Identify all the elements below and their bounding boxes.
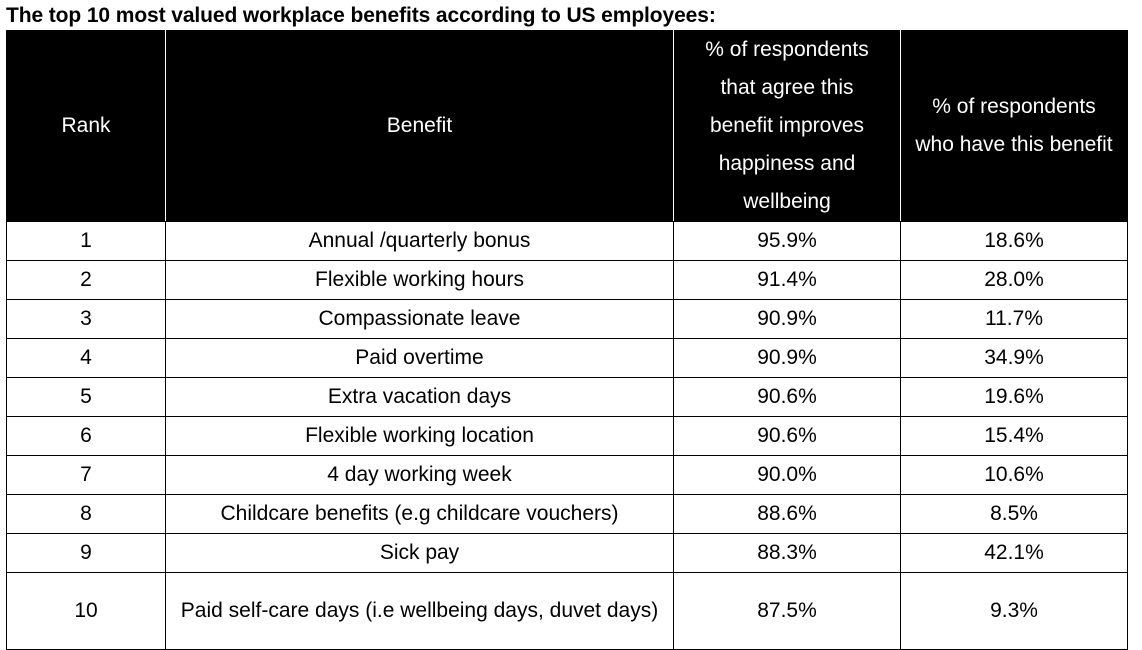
agree-percent-cell: 91.4%	[674, 261, 901, 300]
agree-percent-cell: 87.5%	[674, 573, 901, 650]
rank-cell: 7	[7, 456, 166, 495]
agree-percent-cell: 90.9%	[674, 339, 901, 378]
have-percent-cell: 19.6%	[901, 378, 1128, 417]
have-percent-cell: 9.3%	[901, 573, 1128, 650]
rank-cell: 1	[7, 222, 166, 261]
column-header-rank: Rank	[7, 31, 166, 222]
agree-percent-cell: 90.6%	[674, 417, 901, 456]
have-percent-cell: 42.1%	[901, 534, 1128, 573]
table-row	[7, 417, 1128, 456]
benefit-cell: 4 day working week	[166, 456, 674, 495]
agree-percent-cell: 95.9%	[674, 222, 901, 261]
table-body	[7, 222, 1128, 650]
rank-cell: 10	[7, 573, 166, 650]
table-row	[7, 222, 1128, 261]
chart-title: The top 10 most valued workplace benefits according to US employees:	[6, 4, 716, 27]
benefit-cell: Flexible working location	[166, 417, 674, 456]
rank-cell: 8	[7, 495, 166, 534]
table-row	[7, 300, 1128, 339]
have-percent-cell: 15.4%	[901, 417, 1128, 456]
benefit-cell: Paid self-care days (i.e wellbeing days, duvet days)	[166, 573, 674, 650]
table-row	[7, 456, 1128, 495]
benefit-cell: Childcare benefits (e.g childcare vouchers)	[166, 495, 674, 534]
table-row	[7, 573, 1128, 650]
have-percent-cell: 18.6%	[901, 222, 1128, 261]
agree-percent-cell: 90.9%	[674, 300, 901, 339]
table-row	[7, 339, 1128, 378]
benefit-cell: Annual /quarterly bonus	[166, 222, 674, 261]
column-header-agree-percent: % of respondents that agree this benefit improves happiness and wellbeing	[674, 31, 901, 222]
table-row	[7, 378, 1128, 417]
benefit-cell: Sick pay	[166, 534, 674, 573]
table-header-row	[7, 31, 1128, 222]
benefit-cell: Flexible working hours	[166, 261, 674, 300]
table-row	[7, 534, 1128, 573]
rank-cell: 4	[7, 339, 166, 378]
column-header-have-percent: % of respondents who have this benefit	[901, 31, 1128, 222]
agree-percent-cell: 90.6%	[674, 378, 901, 417]
rank-cell: 5	[7, 378, 166, 417]
have-percent-cell: 8.5%	[901, 495, 1128, 534]
benefit-cell: Paid overtime	[166, 339, 674, 378]
have-percent-cell: 11.7%	[901, 300, 1128, 339]
rank-cell: 3	[7, 300, 166, 339]
rank-cell: 6	[7, 417, 166, 456]
rank-cell: 2	[7, 261, 166, 300]
agree-percent-cell: 90.0%	[674, 456, 901, 495]
column-header-benefit: Benefit	[166, 31, 674, 222]
rank-cell: 9	[7, 534, 166, 573]
have-percent-cell: 34.9%	[901, 339, 1128, 378]
benefit-cell: Compassionate leave	[166, 300, 674, 339]
benefits-table	[6, 30, 1128, 650]
have-percent-cell: 10.6%	[901, 456, 1128, 495]
agree-percent-cell: 88.3%	[674, 534, 901, 573]
benefit-cell: Extra vacation days	[166, 378, 674, 417]
have-percent-cell: 28.0%	[901, 261, 1128, 300]
table-row	[7, 495, 1128, 534]
agree-percent-cell: 88.6%	[674, 495, 901, 534]
table-row	[7, 261, 1128, 300]
